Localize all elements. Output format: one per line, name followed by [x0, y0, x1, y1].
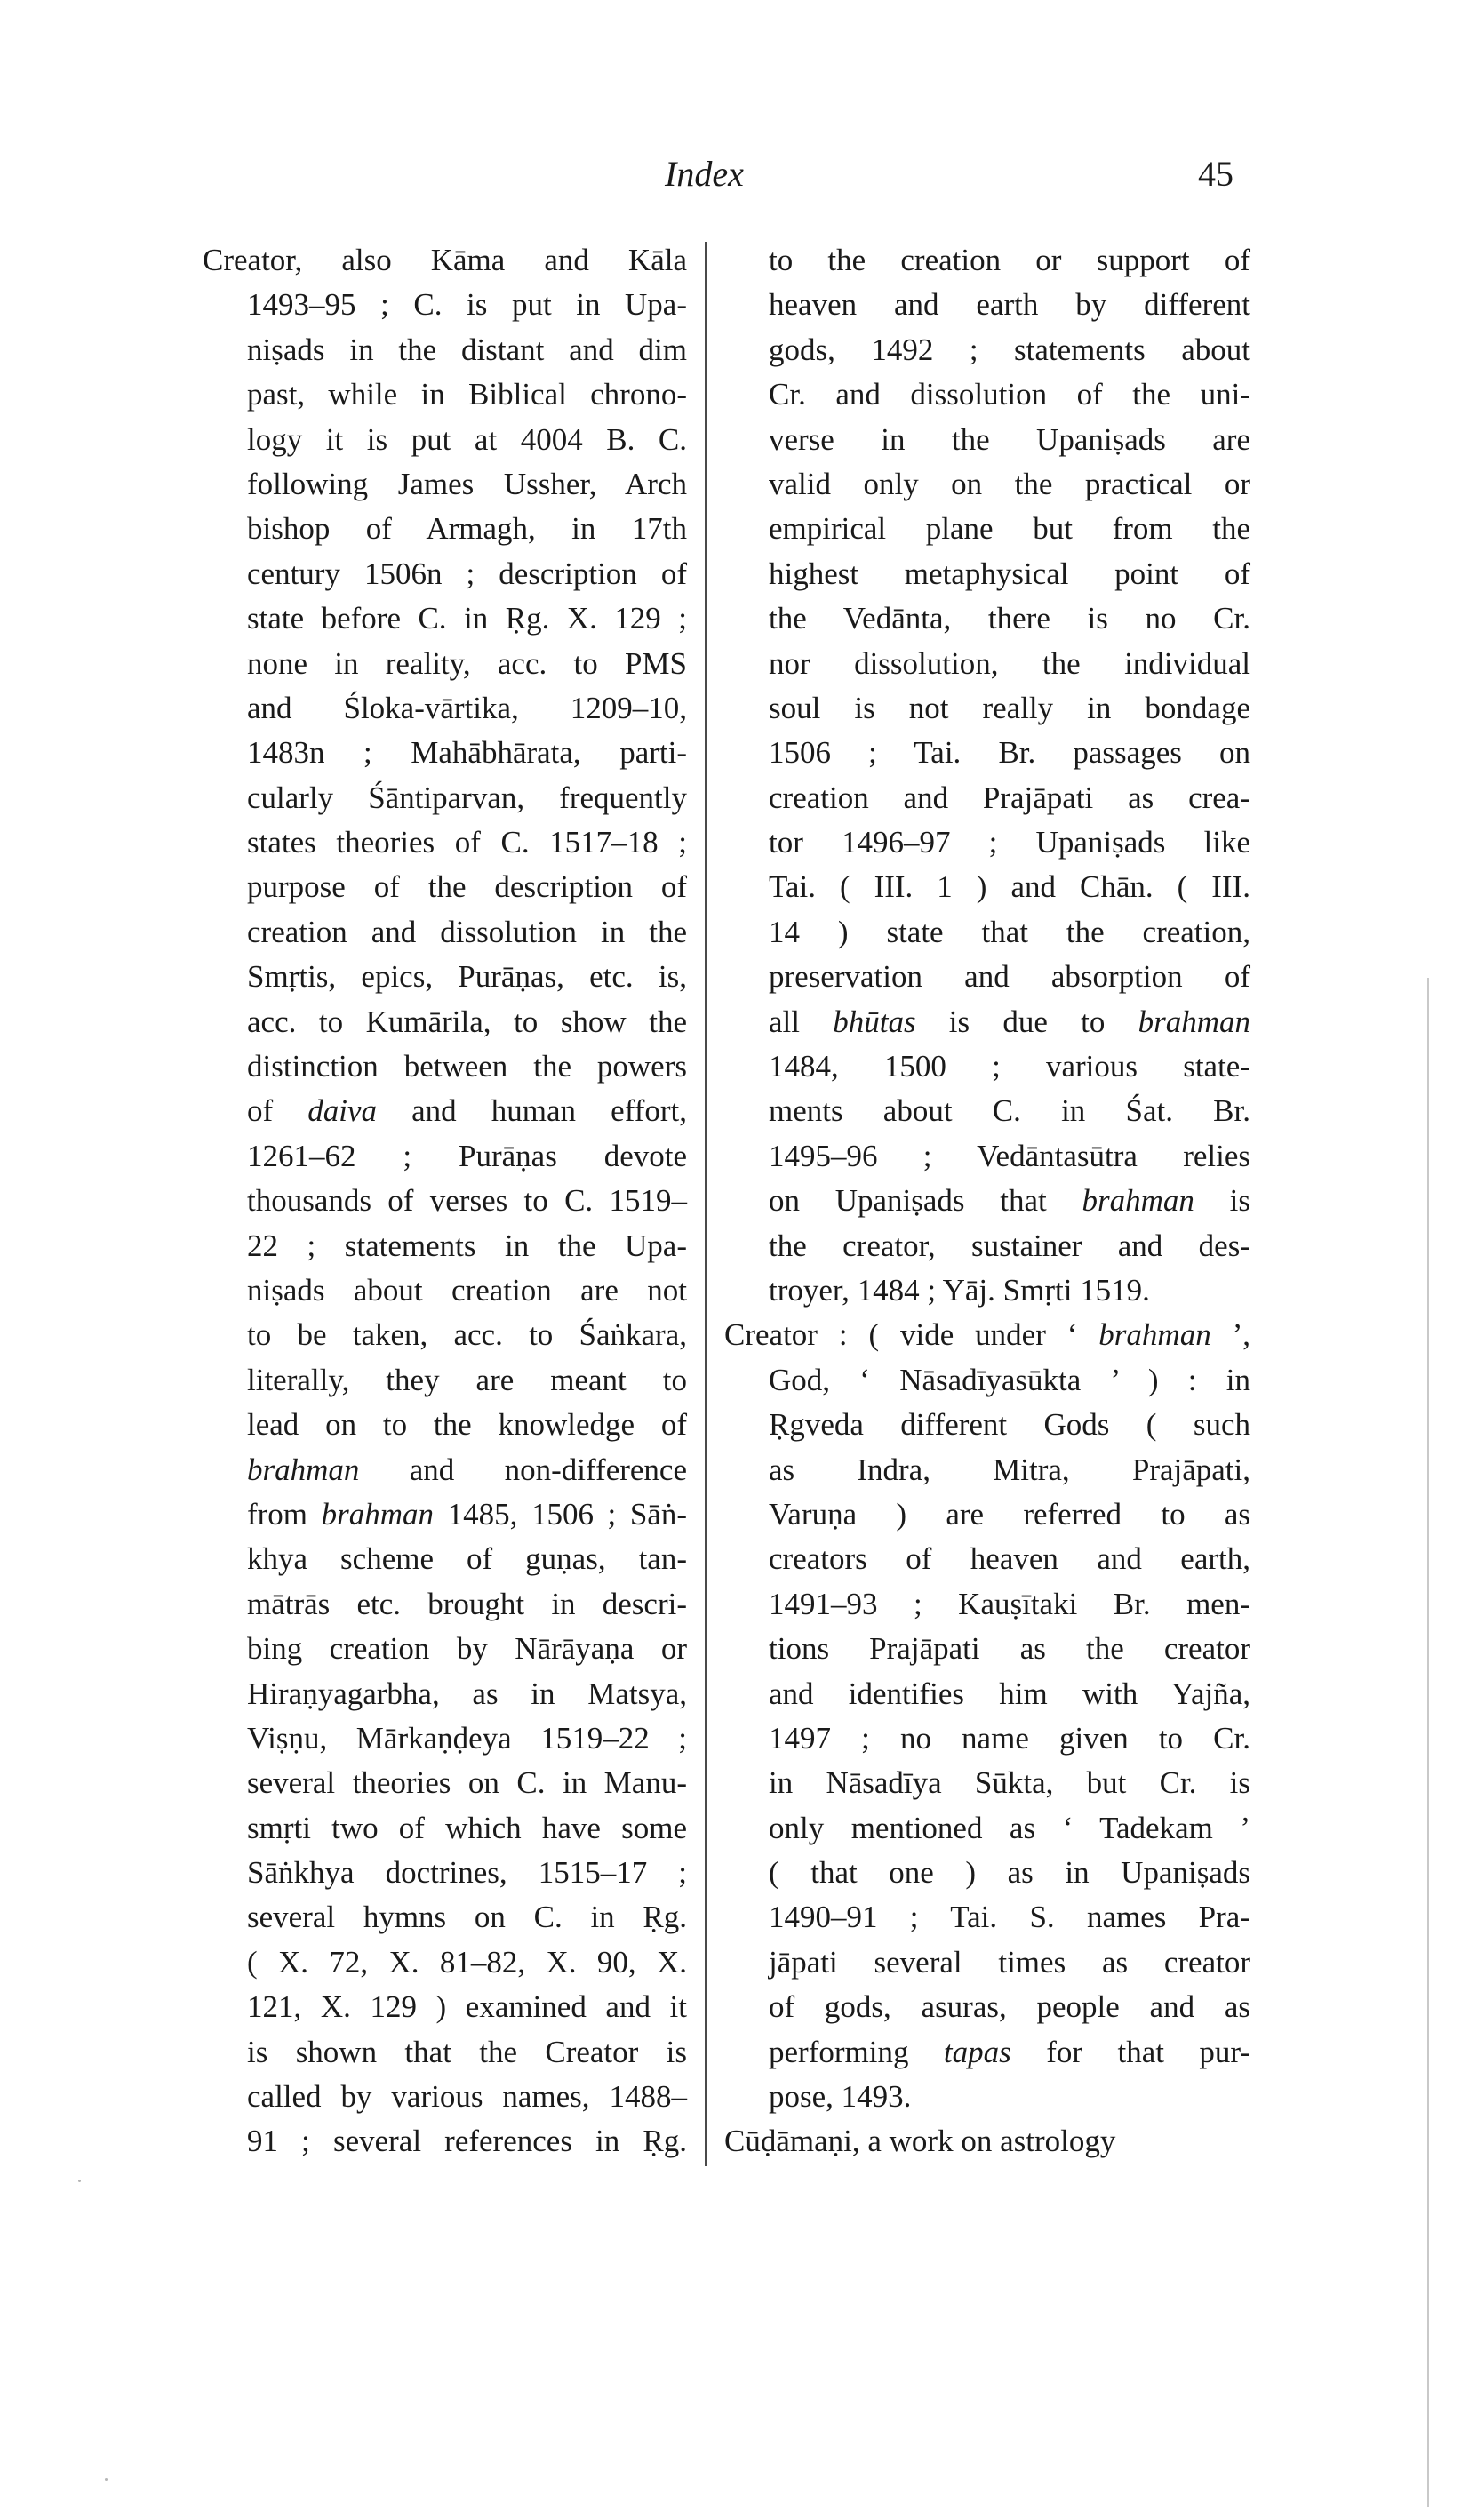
- index-line: the Vedānta, there is no Cr.: [769, 601, 1250, 636]
- index-line: of daiva and human effort,: [247, 1093, 687, 1129]
- index-line: valid only on the practical or: [769, 466, 1250, 501]
- index-line: creation and dissolution in the: [247, 914, 687, 949]
- index-line: creation and Prajāpati as crea-: [769, 780, 1250, 815]
- index-line: Viṣṇu, Mārkaṇḍeya 1519–22 ;: [247, 1720, 687, 1756]
- index-line: pose, 1493.: [769, 2079, 912, 2115]
- index-line: past, while in Biblical chrono-: [247, 377, 687, 412]
- index-line: Tai. ( III. 1 ) and Chān. ( III.: [769, 869, 1250, 905]
- index-line: 1490–91 ; Tai. S. names Pra-: [769, 1900, 1250, 1935]
- index-line: tions Prajāpati as the creator: [769, 1631, 1250, 1667]
- index-line: and Śloka-vārtika, 1209–10,: [247, 690, 687, 725]
- index-line: 1497 ; no name given to Cr.: [769, 1720, 1250, 1756]
- index-line: highest metaphysical point of: [769, 556, 1250, 591]
- index-line: 1506 ; Tai. Br. passages on: [769, 735, 1250, 771]
- running-head: [0, 153, 1469, 197]
- index-line: in Nāsadīya Sūkta, but Cr. is: [769, 1765, 1250, 1801]
- index-line: 1491–93 ; Kauṣītaki Br. men-: [769, 1586, 1250, 1621]
- index-line: is shown that the Creator is: [247, 2034, 687, 2069]
- index-line: cularly Śāntiparvan, frequently: [247, 780, 687, 815]
- index-line: 14 ) state that the creation,: [769, 914, 1250, 949]
- index-line: niṣads about creation are not: [247, 1272, 687, 1308]
- index-line: acc. to Kumārila, to show the: [247, 1004, 687, 1039]
- index-line: Hiraṇyagarbha, as in Matsya,: [247, 1676, 687, 1711]
- index-line: state before C. in Ṛg. X. 129 ;: [247, 601, 687, 636]
- index-line: from brahman 1485, 1506 ; Sāṅ-: [247, 1496, 687, 1532]
- index-line: troyer, 1484 ; Yāj. Smṛti 1519.: [769, 1272, 1150, 1308]
- index-line: empirical plane but from the: [769, 511, 1250, 547]
- index-line: 22 ; statements in the Upa-: [247, 1228, 687, 1263]
- index-line: gods, 1492 ; statements about: [769, 332, 1250, 367]
- index-line: century 1506n ; description of: [247, 556, 687, 591]
- index-line: Cūḍāmaṇi, a work on astrology: [724, 2124, 1116, 2159]
- index-line: Creator : ( vide under ‘ brahman ’,: [724, 1317, 1251, 1353]
- index-line: to be taken, acc. to Śaṅkara,: [247, 1317, 687, 1353]
- index-line: Smṛtis, epics, Purāṇas, etc. is,: [247, 959, 687, 995]
- index-line: following James Ussher, Arch: [247, 466, 687, 501]
- column-divider: [705, 242, 707, 2166]
- index-line: 121, X. 129 ) examined and it: [247, 1989, 687, 2025]
- index-line: none in reality, acc. to PMS: [247, 645, 687, 681]
- index-line: 1261–62 ; Purāṇas devote: [247, 1138, 687, 1173]
- index-line: Varuṇa ) are referred to as: [769, 1496, 1250, 1532]
- index-line: 1495–96 ; Vedāntasūtra relies: [769, 1138, 1250, 1173]
- index-line: literally, they are meant to: [247, 1362, 687, 1397]
- index-line: purpose of the description of: [247, 869, 687, 905]
- index-line: ments about C. in Śat. Br.: [769, 1093, 1250, 1129]
- index-line: preservation and absorption of: [769, 959, 1250, 995]
- index-line: thousands of verses to C. 1519–: [247, 1183, 687, 1219]
- index-line: all bhūtas is due to brahman: [769, 1004, 1251, 1039]
- index-line: the creator, sustainer and des-: [769, 1228, 1250, 1263]
- index-line: lead on to the knowledge of: [247, 1407, 687, 1443]
- right-column: [724, 238, 1250, 2164]
- index-line: logy it is put at 4004 B. C.: [247, 421, 687, 457]
- index-line: mātrās etc. brought in descri-: [247, 1586, 687, 1621]
- index-line: called by various names, 1488–: [247, 2079, 687, 2115]
- index-line: smṛti two of which have some: [247, 1810, 687, 1845]
- index-line: and identifies him with Yajña,: [769, 1676, 1250, 1711]
- page-title: Index: [665, 154, 744, 194]
- index-line: distinction between the powers: [247, 1049, 687, 1084]
- index-line: performing tapas for that pur-: [769, 2034, 1251, 2069]
- index-line: Sāṅkhya doctrines, 1515–17 ;: [247, 1855, 687, 1891]
- index-line: 91 ; several references in Ṛg.: [247, 2124, 687, 2159]
- index-line: 1484, 1500 ; various state-: [769, 1049, 1250, 1084]
- page-number: 45: [1198, 154, 1233, 194]
- index-line: as Indra, Mitra, Prajāpati,: [769, 1452, 1250, 1487]
- index-line: bing creation by Nārāyaṇa or: [247, 1631, 687, 1667]
- index-line: Creator, also Kāma and Kāla: [203, 243, 687, 277]
- index-line: on Upaniṣads that brahman is: [769, 1183, 1250, 1219]
- index-line: brahman and non-difference: [247, 1452, 687, 1487]
- index-line: God, ‘ Nāsadīyasūkta ’ ) : in: [769, 1362, 1250, 1397]
- index-line: bishop of Armagh, in 17th: [247, 511, 687, 547]
- index-line: several hymns on C. in Ṛg.: [247, 1900, 687, 1935]
- index-line: 1493–95 ; C. is put in Upa-: [247, 287, 687, 323]
- index-line: ( that one ) as in Upaniṣads: [769, 1855, 1250, 1891]
- index-line: heaven and earth by different: [769, 287, 1250, 323]
- scan-speck: [105, 2478, 108, 2481]
- scan-speck: [78, 2180, 81, 2182]
- index-line: only mentioned as ‘ Tadekam ’: [769, 1810, 1250, 1845]
- index-line: tor 1496–97 ; Upaniṣads like: [769, 825, 1250, 860]
- index-line: several theories on C. in Manu-: [247, 1765, 687, 1801]
- index-line: Ṛgveda different Gods ( such: [769, 1407, 1250, 1443]
- index-line: verse in the Upaniṣads are: [769, 421, 1250, 457]
- index-line: 1483n ; Mahābhārata, parti-: [247, 735, 687, 771]
- index-line: niṣads in the distant and dim: [247, 332, 687, 367]
- index-line: of gods, asuras, people and as: [769, 1989, 1250, 2025]
- index-line: ( X. 72, X. 81–82, X. 90, X.: [247, 1944, 687, 1980]
- index-line: soul is not really in bondage: [769, 690, 1250, 725]
- page-edge-shadow: [1427, 978, 1429, 2507]
- index-line: Cr. and dissolution of the uni-: [769, 377, 1250, 412]
- index-line: states theories of C. 1517–18 ;: [247, 825, 687, 860]
- index-line: nor dissolution, the individual: [769, 645, 1250, 681]
- index-line: jāpati several times as creator: [769, 1944, 1250, 1980]
- index-line: creators of heaven and earth,: [769, 1541, 1250, 1577]
- index-line: to the creation or support of: [769, 243, 1250, 277]
- index-line: khya scheme of guṇas, tan-: [247, 1541, 687, 1577]
- left-column: [203, 238, 687, 2164]
